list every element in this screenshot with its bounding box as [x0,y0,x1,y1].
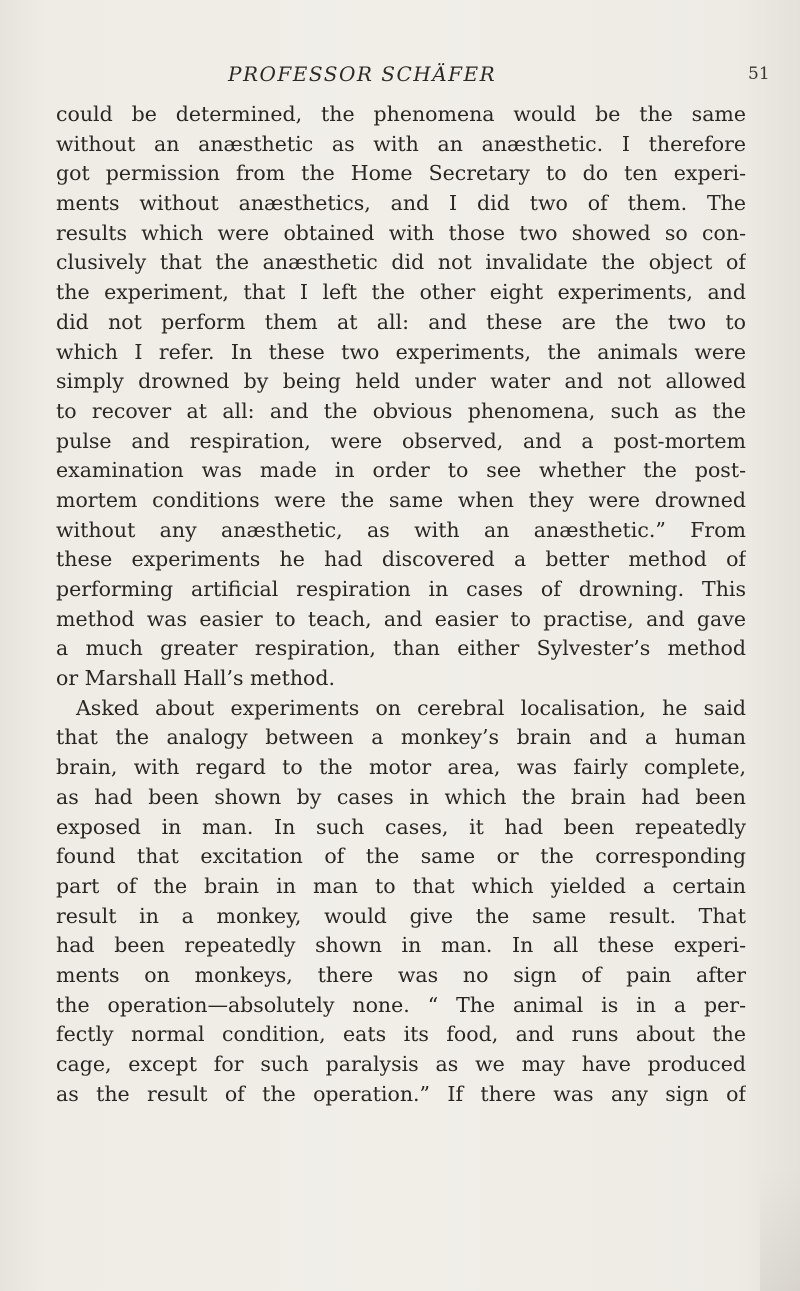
text-line: without any anæsthetic, as with an anæsthetic.” From [56,517,746,542]
text-line: had been repeatedly shown in man. In all these experi- [56,933,746,958]
text-line: ments on monkeys, there was no sign of pain after [56,962,746,987]
text-line: ments without anæsthetics, and I did two of them. The [56,191,746,216]
text-line: these experiments he had discovered a better method of [56,547,746,572]
text-line: mortem conditions were the same when they were drowned [56,487,746,512]
text-line: that the analogy between a monkey’s brain and a human [56,725,746,750]
text-line: did not perform them at all: and these are the two to [56,309,746,334]
text-line: got permission from the Home Secretary to do ten experi- [56,161,746,186]
text-line: clusively that the anæsthetic did not invalidate the object of [56,250,746,275]
text-line: examination was made in order to see whether the post- [56,458,746,483]
text-line: results which were obtained with those two showed so con- [56,220,746,245]
paragraph-end-line: or Marshall Hall’s method. [56,666,336,691]
text-line: performing artificial respiration in cases of drowning. This [56,577,746,601]
text-line: as had been shown by cases in which the brain had been [56,784,746,809]
text-line: without an anæsthetic as with an anæsthetic. I therefore [56,131,746,156]
text-line: fectly normal condition, eats its food, and runs about the [56,1022,746,1047]
text-line: as the result of the operation.” If there was any sign of [56,1081,746,1106]
text-line: result in a monkey, would give the same result. That [56,903,746,928]
text-line: simply drowned by being held under water and not allowed [56,369,746,394]
text-line: method was easier to teach, and easier to practise, and gave [56,606,746,631]
paragraph-start-line: Asked about experiments on cerebral localisation, he said [76,695,746,720]
text-line: could be determined, the phenomena would be the same [56,102,746,126]
text-line: found that excitation of the same or the corresponding [56,844,746,869]
page-number: 51 [748,64,770,84]
text-line: exposed in man. In such cases, it had been repeatedly [56,814,746,839]
body-text [56,100,746,1109]
text-line: a much greater respiration, than either Sylvester’s method [56,636,746,661]
text-line: brain, with regard to the motor area, was fairly complete, [56,755,746,780]
page-edge-shadow [760,1171,800,1291]
running-head [0,62,800,90]
text-line: pulse and respiration, were observed, and a post-mortem [56,428,746,453]
text-line: cage, except for such paralysis as we may have produced [56,1052,746,1076]
text-line: which I refer. In these two experiments, the animals were [56,339,746,364]
text-line: part of the brain in man to that which yielded a certain [56,873,746,898]
text-line: the experiment, that I left the other eight experiments, and [56,280,746,305]
text-line: to recover at all: and the obvious phenomena, such as the [56,398,746,423]
running-title: PROFESSOR SCHÄFER [228,62,497,86]
text-line: the operation—absolutely none. “ The animal is in a per- [56,992,746,1017]
